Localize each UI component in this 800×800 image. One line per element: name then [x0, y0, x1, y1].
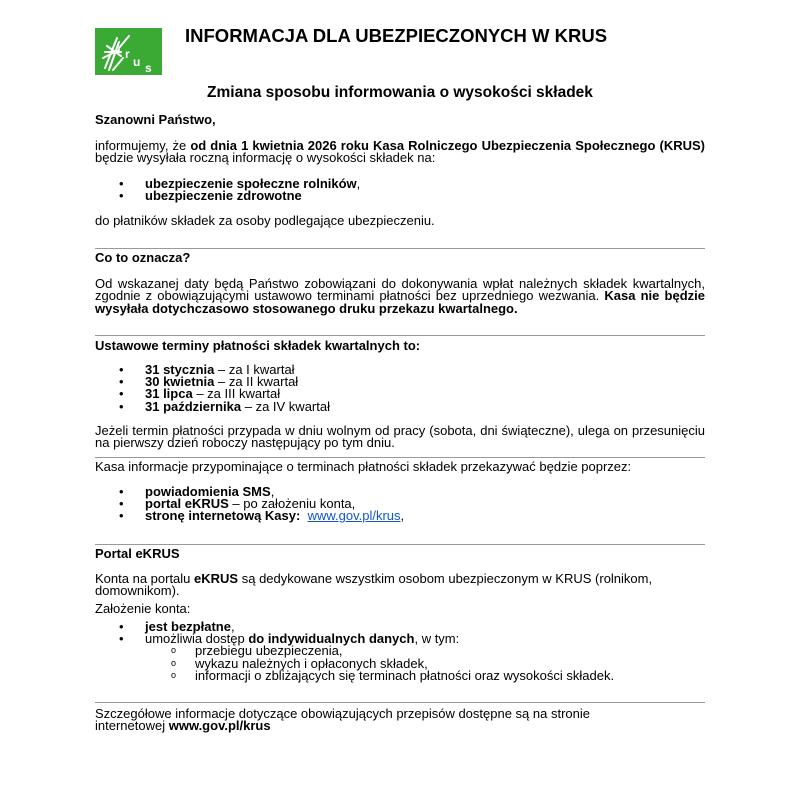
insurance-list [95, 178, 705, 202]
svg-text:r: r [125, 47, 130, 61]
text: – za II kwartał [214, 374, 299, 390]
document-subtitle: Zmiana sposobu informowania o wysokości składek [207, 84, 593, 101]
divider [95, 457, 705, 458]
bold-text: stronę internetową Kasy: [145, 508, 301, 524]
bold-text: powiadomienia SMS [145, 484, 271, 499]
divider [95, 248, 705, 249]
bold-text: portal eKRUS [145, 496, 229, 512]
text: Szczegółowe informacje dotyczące obowiązujących przepisów dostępne są na stronie internetowej [95, 706, 590, 734]
account-label: Założenie konta: [95, 601, 191, 616]
intro-end: do płatników składek za osoby podlegające ubezpieczeniu. [95, 213, 435, 228]
text: Konta na portalu [95, 571, 195, 586]
text: , [270, 484, 275, 499]
sub-list-item: o informacji o zbliżających się terminach płatności oraz wysokości składek. [95, 670, 705, 682]
list-item [95, 633, 705, 645]
greeting: Szanowni Państwo, [95, 112, 216, 127]
section-heading-portal: Portal eKRUS [95, 546, 180, 561]
deadlines-list [95, 364, 705, 413]
footer-website: www.gov.pl/krus [168, 718, 271, 734]
section-heading-deadlines: Ustawowe terminy płatności składek kwartalnych to: [95, 338, 421, 353]
text: , w tym: [414, 631, 460, 647]
text: umożliwia dostęp [145, 631, 249, 647]
list-item [95, 510, 705, 522]
text: , [230, 619, 235, 634]
bold-text: ubezpieczenie społeczne rolników [145, 176, 357, 191]
bold-text: od dnia 1 kwietnia 2026 roku Kasa Rolniczego Ubezpieczenia Społecznego (KRUS) [190, 138, 705, 153]
text: informujemy, że [95, 138, 191, 153]
deadlines-note: Jeżeli termin płatności przypada w dniu wolnym od pracy (sobota, dni świąteczne), ulega on przesunięciu na pierwszy dzień roboczy następujący po tym dniu. [95, 423, 705, 451]
bold-text: jest bezpłatne [145, 619, 231, 634]
meaning-paragraph [95, 278, 705, 315]
krus-logo [95, 28, 162, 75]
krus-website-link[interactable]: www.gov.pl/krus [307, 508, 401, 524]
text: będzie wysyłała roczną informację o wysokości składek na: [95, 150, 436, 166]
bold-text: 31 października [145, 398, 242, 414]
text: są dedykowane wszystkim osobom ubezpieczonym w KRUS (rolnikom, domownikom). [95, 571, 653, 599]
sub-list-item: o wykazu należnych i opłaconych składek, [95, 658, 705, 670]
bold-text: do indywidualnych danych [248, 631, 415, 647]
text: Od wskazanej daty będą Państwo zobowiązani do dokonywania wpłat należnych składek kwartalnych, zgodnie z obowiązującymi ustawowo terminami płatności bez uprzedniego wezwania. [95, 276, 705, 304]
divider [95, 335, 705, 336]
account-list [95, 621, 705, 682]
text: – za I kwartał [214, 362, 295, 377]
bold-text: 31 lipca [145, 386, 193, 402]
intro-paragraph [95, 140, 705, 165]
text: – po założeniu konta, [228, 496, 356, 512]
sub-list-item: o przebiegu ubezpieczenia, [95, 645, 705, 657]
bold-text: eKRUS [194, 571, 239, 586]
divider [95, 544, 705, 545]
reminders-intro: Kasa informacje przypominające o terminach płatności składek przekazywać będzie poprzez: [95, 459, 632, 474]
reminders-list [95, 486, 705, 523]
divider [95, 702, 705, 703]
text: , [400, 508, 405, 524]
footer-note [95, 708, 655, 733]
section-heading-meaning: Co to oznacza? [95, 250, 191, 265]
bold-text: 31 stycznia [145, 362, 215, 377]
text: – za IV kwartał [241, 398, 330, 414]
bold-text: ubezpieczenie zdrowotne [145, 188, 302, 204]
text: – za III kwartał [192, 386, 281, 402]
bold-text: 30 kwietnia [145, 374, 215, 390]
svg-text:s: s [145, 61, 152, 75]
text: , [356, 176, 361, 191]
bold-text: Kasa nie będzie wysyłała dotychczasowo stosowanego druku przekazu kwartalnego. [95, 288, 705, 316]
list-item [95, 398, 705, 414]
list-item [95, 190, 705, 202]
portal-paragraph [95, 573, 655, 598]
page-title: INFORMACJA DLA UBEZPIECZONYCH W KRUS [185, 25, 608, 46]
svg-text:u: u [133, 55, 141, 69]
